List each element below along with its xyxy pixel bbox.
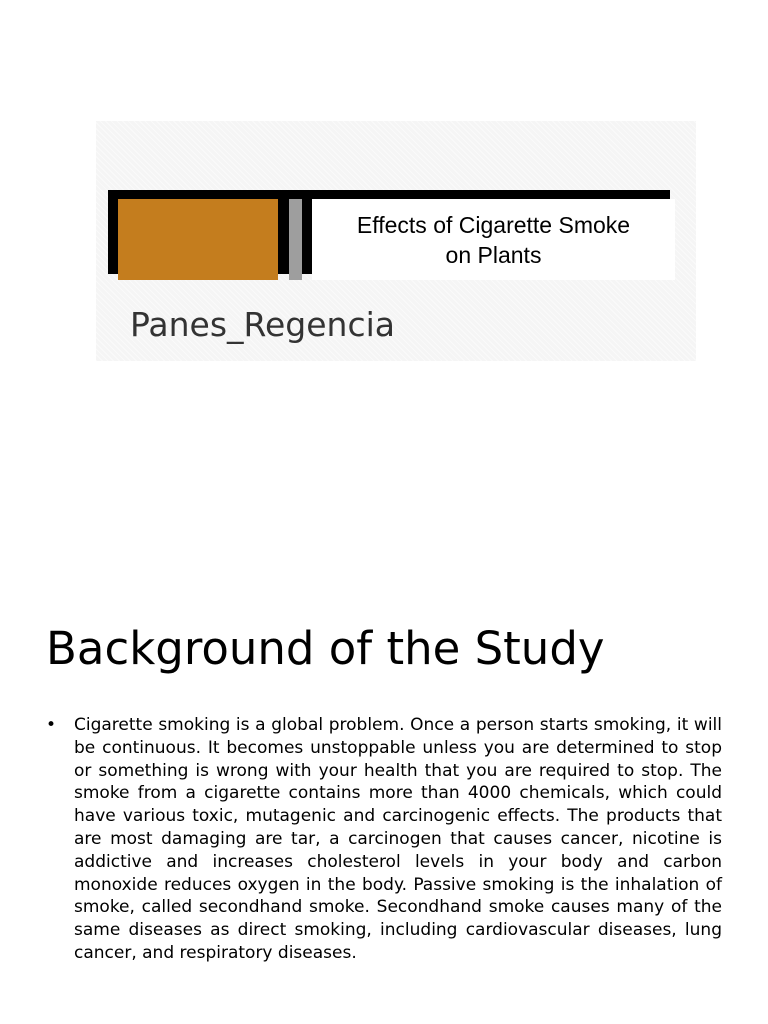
- bullet-item: [46, 714, 722, 965]
- slide-title: Effects of Cigarette Smoke on Plants: [356, 211, 631, 268]
- author-name: Panes_Regencia: [130, 305, 395, 344]
- bullet-text: Cigarette smoking is a global problem. Once a person starts smoking, it will be continuous. It becomes unstoppable unless you are determined to stop or something is wrong with your health that you are required to stop. The smoke from a cigarette contains more than 4000 chemicals, which could have various toxic, mutagenic and carcinogenic effects. The products that are most damaging are tar, a carcinogen that causes cancer, nicotine is addictive and increases cholesterol levels in your body and carbon monoxide reduces oxygen in the body. Passive smoking is the inhalation of smoke, called secondhand smoke. Secondhand smoke causes many of the same diseases as direct smoking, including cardiovascular diseases, lung cancer, and respiratory diseases.: [74, 715, 722, 963]
- cigarette-graphic: [108, 190, 670, 274]
- cigarette-band: [289, 199, 302, 280]
- cigarette-paper: [312, 199, 675, 280]
- cigarette-filter: [118, 199, 278, 280]
- title-banner: [96, 121, 696, 361]
- section-heading: Background of the Study: [46, 622, 605, 675]
- bullet-marker: •: [46, 715, 57, 735]
- bullet-list: [46, 714, 722, 965]
